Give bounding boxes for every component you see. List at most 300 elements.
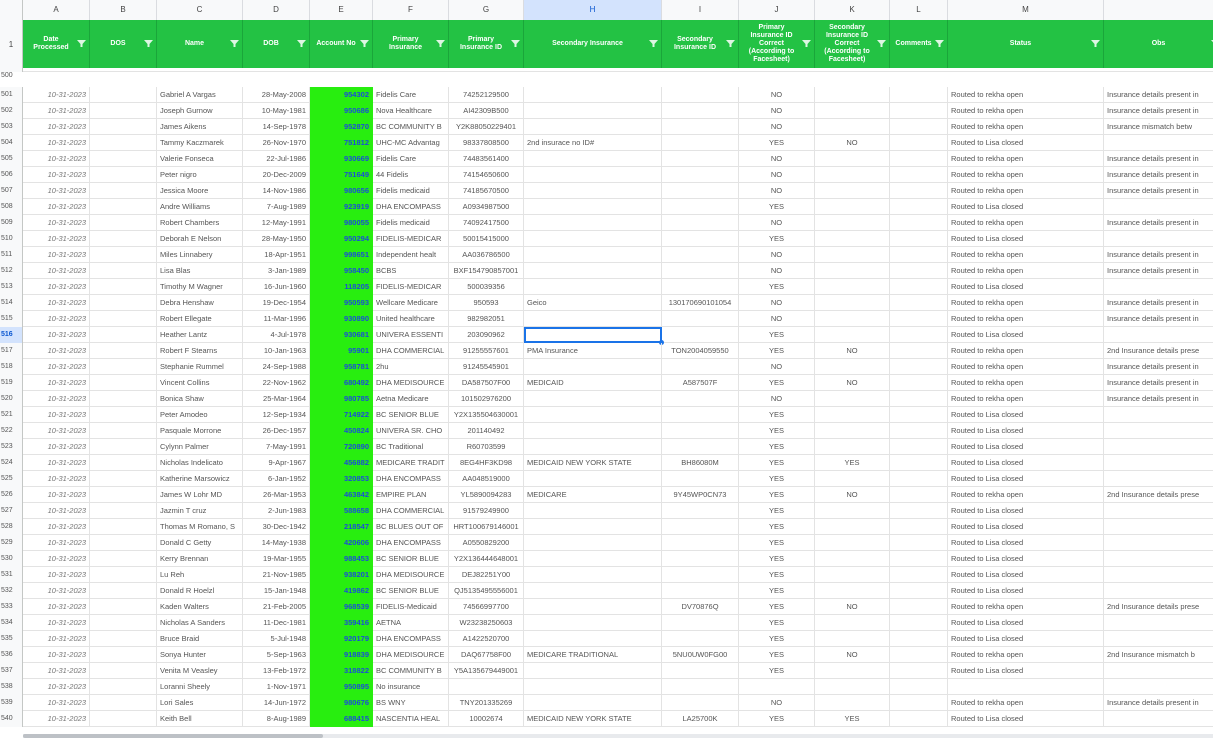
cell-comments[interactable] xyxy=(890,247,948,263)
cell-primary-insurance-id[interactable]: 91255557601 xyxy=(449,343,524,359)
cell-secondary-insurance-id[interactable]: TON2004059550 xyxy=(662,343,739,359)
cell-dos[interactable] xyxy=(90,503,157,519)
cell-observation[interactable] xyxy=(1104,503,1213,519)
cell-secondary-insurance[interactable] xyxy=(524,247,662,263)
cell-status[interactable]: Routed to rekha open xyxy=(948,183,1104,199)
cell-secondary-insurance-id[interactable]: 130170690101054 xyxy=(662,295,739,311)
cell-dob[interactable]: 12-Sep-1934 xyxy=(243,407,310,423)
cell-secondary-id-correct[interactable] xyxy=(815,535,890,551)
cell-primary-insurance[interactable]: No insurance xyxy=(373,679,449,695)
cell-dob[interactable]: 14-May-1938 xyxy=(243,535,310,551)
cell-observation[interactable] xyxy=(1104,679,1213,695)
column-letter-e[interactable]: E xyxy=(310,0,373,20)
cell-dob[interactable]: 24-Sep-1988 xyxy=(243,359,310,375)
cell-primary-insurance-id[interactable]: Y5A135679449001 xyxy=(449,663,524,679)
row-number[interactable]: 536 xyxy=(0,647,23,663)
cell-status[interactable]: Routed to rekha open xyxy=(948,391,1104,407)
cell-secondary-id-correct[interactable] xyxy=(815,519,890,535)
cell-observation[interactable]: Insurance mismatch betw xyxy=(1104,119,1213,135)
cell-account-no[interactable]: 463842 xyxy=(310,487,373,503)
cell-date-processed[interactable]: 10-31-2023 xyxy=(23,487,90,503)
cell-primary-insurance-id[interactable]: TNY201335269 xyxy=(449,695,524,711)
row-number[interactable]: 540 xyxy=(0,711,23,727)
cell-dob[interactable]: 5-Sep-1963 xyxy=(243,647,310,663)
cell-primary-insurance-id[interactable]: 50015415000 xyxy=(449,231,524,247)
cell-comments[interactable] xyxy=(890,231,948,247)
cell-secondary-insurance-id[interactable] xyxy=(662,679,739,695)
cell-date-processed[interactable]: 10-31-2023 xyxy=(23,167,90,183)
cell-account-no[interactable]: 950686 xyxy=(310,103,373,119)
filter-icon[interactable] xyxy=(802,40,811,47)
cell-primary-insurance-id[interactable]: DA587507F00 xyxy=(449,375,524,391)
filter-icon[interactable] xyxy=(726,40,735,47)
column-letter-d[interactable]: D xyxy=(243,0,310,20)
cell-primary-id-correct[interactable]: YES xyxy=(739,327,815,343)
cell-name[interactable]: Cylynn Palmer xyxy=(157,439,243,455)
cell-secondary-insurance[interactable] xyxy=(524,199,662,215)
cell-primary-insurance[interactable]: BC Traditional xyxy=(373,439,449,455)
cell-primary-insurance[interactable]: 44 Fidelis xyxy=(373,167,449,183)
cell-status[interactable]: Routed to rekha open xyxy=(948,87,1104,103)
cell-observation[interactable]: 2nd Insurance details prese xyxy=(1104,343,1213,359)
cell-secondary-insurance[interactable] xyxy=(524,423,662,439)
cell-primary-insurance-id[interactable]: YL5890094283 xyxy=(449,487,524,503)
cell-status[interactable]: Routed to Lisa closed xyxy=(948,503,1104,519)
cell-status[interactable]: Routed to Lisa closed xyxy=(948,231,1104,247)
cell-account-no[interactable]: 588658 xyxy=(310,503,373,519)
cell-secondary-id-correct[interactable] xyxy=(815,407,890,423)
column-letter-h[interactable]: H xyxy=(524,0,662,20)
cell-date-processed[interactable]: 10-31-2023 xyxy=(23,391,90,407)
cell-account-no[interactable]: 920179 xyxy=(310,631,373,647)
cell-primary-insurance[interactable]: UNIVERA SR. CHO xyxy=(373,423,449,439)
header-primary-id-correct[interactable] xyxy=(739,20,815,68)
column-letter-b[interactable]: B xyxy=(90,0,157,20)
cell-observation[interactable] xyxy=(1104,439,1213,455)
cell-secondary-id-correct[interactable] xyxy=(815,695,890,711)
cell-date-processed[interactable]: 10-31-2023 xyxy=(23,295,90,311)
cell-primary-insurance-id[interactable]: 101502976200 xyxy=(449,391,524,407)
cell-date-processed[interactable]: 10-31-2023 xyxy=(23,103,90,119)
cell-observation[interactable] xyxy=(1104,199,1213,215)
cell-name[interactable]: Debra Henshaw xyxy=(157,295,243,311)
cell-secondary-insurance-id[interactable] xyxy=(662,311,739,327)
cell-secondary-id-correct[interactable]: NO xyxy=(815,343,890,359)
cell-secondary-id-correct[interactable] xyxy=(815,631,890,647)
cell-dob[interactable]: 22-Nov-1962 xyxy=(243,375,310,391)
cell-primary-id-correct[interactable]: YES xyxy=(739,583,815,599)
cell-dos[interactable] xyxy=(90,263,157,279)
column-letter-l[interactable]: L xyxy=(890,0,948,20)
cell-dos[interactable] xyxy=(90,551,157,567)
cell-name[interactable]: Miles Linnabery xyxy=(157,247,243,263)
cell-observation[interactable] xyxy=(1104,551,1213,567)
cell-secondary-insurance-id[interactable]: A587507F xyxy=(662,375,739,391)
cell-secondary-insurance[interactable] xyxy=(524,663,662,679)
cell-secondary-id-correct[interactable] xyxy=(815,103,890,119)
cell-secondary-insurance-id[interactable] xyxy=(662,551,739,567)
cell-status[interactable]: Routed to rekha open xyxy=(948,167,1104,183)
cell-date-processed[interactable]: 10-31-2023 xyxy=(23,119,90,135)
cell-dob[interactable]: 20-Dec-2009 xyxy=(243,167,310,183)
cell-name[interactable]: Nicholas A Sanders xyxy=(157,615,243,631)
row-number[interactable]: 525 xyxy=(0,471,23,487)
cell-comments[interactable] xyxy=(890,167,948,183)
cell-primary-id-correct[interactable]: YES xyxy=(739,375,815,391)
cell-account-no[interactable]: 950294 xyxy=(310,231,373,247)
cell-account-no[interactable]: 688415 xyxy=(310,711,373,727)
cell-comments[interactable] xyxy=(890,695,948,711)
cell-secondary-id-correct[interactable]: YES xyxy=(815,711,890,727)
cell-date-processed[interactable]: 10-31-2023 xyxy=(23,199,90,215)
column-letter-c[interactable]: C xyxy=(157,0,243,20)
cell-primary-id-correct[interactable]: YES xyxy=(739,503,815,519)
cell-secondary-insurance[interactable] xyxy=(524,503,662,519)
cell-dos[interactable] xyxy=(90,183,157,199)
cell-dos[interactable] xyxy=(90,679,157,695)
cell-secondary-insurance[interactable] xyxy=(524,535,662,551)
cell-primary-insurance[interactable]: Fidelis medicaid xyxy=(373,215,449,231)
cell-secondary-insurance-id[interactable]: 9Y45WP0CN73 xyxy=(662,487,739,503)
cell-secondary-insurance-id[interactable] xyxy=(662,423,739,439)
cell-secondary-insurance[interactable]: Geico xyxy=(524,295,662,311)
header-date-processed[interactable] xyxy=(23,20,90,68)
cell-primary-insurance[interactable]: Fidelis medicaid xyxy=(373,183,449,199)
cell-primary-insurance-id[interactable]: AI42309B500 xyxy=(449,103,524,119)
header-dos[interactable] xyxy=(90,20,157,68)
cell-observation[interactable]: Insurance details present in xyxy=(1104,311,1213,327)
cell-secondary-insurance-id[interactable] xyxy=(662,151,739,167)
cell-dos[interactable] xyxy=(90,439,157,455)
cell-observation[interactable] xyxy=(1104,663,1213,679)
cell-primary-insurance-id[interactable]: 10002674 xyxy=(449,711,524,727)
cell-primary-insurance[interactable]: FIDELIS-MEDICAR xyxy=(373,279,449,295)
cell-secondary-insurance-id[interactable] xyxy=(662,327,739,343)
cell-secondary-insurance[interactable]: MEDICARE TRADITIONAL xyxy=(524,647,662,663)
cell-secondary-id-correct[interactable] xyxy=(815,679,890,695)
cell-name[interactable]: Heather Lantz xyxy=(157,327,243,343)
cell-secondary-insurance-id[interactable]: BH86080M xyxy=(662,455,739,471)
row-number[interactable]: 527 xyxy=(0,503,23,519)
cell-primary-insurance-id[interactable]: 500039356 xyxy=(449,279,524,295)
cell-account-no[interactable]: 980676 xyxy=(310,695,373,711)
cell-date-processed[interactable]: 10-31-2023 xyxy=(23,631,90,647)
column-letter-m[interactable]: M xyxy=(948,0,1104,20)
cell-primary-id-correct[interactable]: YES xyxy=(739,711,815,727)
row-number[interactable]: 501 xyxy=(0,87,23,103)
cell-dos[interactable] xyxy=(90,327,157,343)
cell-primary-insurance-id[interactable]: A0550829200 xyxy=(449,535,524,551)
cell-primary-id-correct[interactable]: NO xyxy=(739,263,815,279)
cell-date-processed[interactable]: 10-31-2023 xyxy=(23,711,90,727)
cell-secondary-insurance[interactable] xyxy=(524,183,662,199)
cell-secondary-insurance-id[interactable] xyxy=(662,615,739,631)
cell-dos[interactable] xyxy=(90,487,157,503)
cell-dob[interactable]: 16-Jun-1960 xyxy=(243,279,310,295)
cell-dos[interactable] xyxy=(90,647,157,663)
row-number[interactable]: 523 xyxy=(0,439,23,455)
cell-comments[interactable] xyxy=(890,359,948,375)
cell-dob[interactable]: 15-Jan-1948 xyxy=(243,583,310,599)
cell-primary-insurance-id[interactable]: BXF154790857001 xyxy=(449,263,524,279)
cell-observation[interactable]: Insurance details present in xyxy=(1104,215,1213,231)
cell-account-no[interactable]: 930890 xyxy=(310,311,373,327)
cell-name[interactable]: Stephanie Rummel xyxy=(157,359,243,375)
cell-primary-id-correct[interactable]: NO xyxy=(739,215,815,231)
cell-dos[interactable] xyxy=(90,231,157,247)
cell-secondary-insurance[interactable] xyxy=(524,471,662,487)
row-number[interactable]: 519 xyxy=(0,375,23,391)
cell-status[interactable]: Routed to Lisa closed xyxy=(948,279,1104,295)
cell-observation[interactable] xyxy=(1104,455,1213,471)
row-number[interactable]: 534 xyxy=(0,615,23,631)
cell-dos[interactable] xyxy=(90,663,157,679)
cell-account-no[interactable]: 918839 xyxy=(310,647,373,663)
cell-secondary-insurance[interactable] xyxy=(524,567,662,583)
cell-secondary-insurance-id[interactable] xyxy=(662,567,739,583)
cell-primary-id-correct[interactable]: YES xyxy=(739,535,815,551)
cell-secondary-id-correct[interactable] xyxy=(815,423,890,439)
cell-observation[interactable] xyxy=(1104,535,1213,551)
cell-dob[interactable]: 4-Jul-1978 xyxy=(243,327,310,343)
cell-account-no[interactable]: 980055 xyxy=(310,215,373,231)
cell-dob[interactable]: 21-Feb-2005 xyxy=(243,599,310,615)
cell-status[interactable]: Routed to rekha open xyxy=(948,375,1104,391)
cell-observation[interactable] xyxy=(1104,519,1213,535)
cell-primary-id-correct[interactable]: YES xyxy=(739,519,815,535)
cell-dos[interactable] xyxy=(90,103,157,119)
cell-secondary-id-correct[interactable]: NO xyxy=(815,599,890,615)
cell-comments[interactable] xyxy=(890,423,948,439)
cell-comments[interactable] xyxy=(890,295,948,311)
cell-primary-insurance-id[interactable]: 91579249900 xyxy=(449,503,524,519)
cell-comments[interactable] xyxy=(890,551,948,567)
cell-date-processed[interactable]: 10-31-2023 xyxy=(23,599,90,615)
cell-primary-insurance[interactable]: DHA ENCOMPASS xyxy=(373,471,449,487)
scrollbar-thumb[interactable] xyxy=(23,734,323,738)
row-number[interactable]: 529 xyxy=(0,535,23,551)
cell-observation[interactable] xyxy=(1104,327,1213,343)
cell-status[interactable]: Routed to Lisa closed xyxy=(948,407,1104,423)
cell-secondary-id-correct[interactable] xyxy=(815,263,890,279)
cell-primary-id-correct[interactable]: NO xyxy=(739,359,815,375)
row-number[interactable]: 514 xyxy=(0,295,23,311)
cell-account-no[interactable]: 456882 xyxy=(310,455,373,471)
cell-name[interactable]: Robert F Stearns xyxy=(157,343,243,359)
cell-dob[interactable]: 7-Aug-1989 xyxy=(243,199,310,215)
cell-primary-insurance-id[interactable]: AA048519000 xyxy=(449,471,524,487)
cell-account-no[interactable]: 968539 xyxy=(310,599,373,615)
cell-secondary-id-correct[interactable] xyxy=(815,359,890,375)
cell-primary-insurance-id[interactable]: W23238250603 xyxy=(449,615,524,631)
cell-secondary-id-correct[interactable] xyxy=(815,327,890,343)
row-number[interactable]: 526 xyxy=(0,487,23,503)
cell-primary-id-correct[interactable]: YES xyxy=(739,455,815,471)
cell-date-processed[interactable]: 10-31-2023 xyxy=(23,215,90,231)
cell-account-no[interactable]: 938201 xyxy=(310,567,373,583)
cell-primary-id-correct[interactable]: YES xyxy=(739,423,815,439)
cell-name[interactable]: Joseph Gurnow xyxy=(157,103,243,119)
cell-primary-insurance[interactable]: AETNA xyxy=(373,615,449,631)
row-number[interactable]: 517 xyxy=(0,343,23,359)
cell-secondary-insurance-id[interactable]: LA25700K xyxy=(662,711,739,727)
cell-name[interactable]: Loranni Sheely xyxy=(157,679,243,695)
cell-account-no[interactable]: 954302 xyxy=(310,87,373,103)
cell-date-processed[interactable]: 10-31-2023 xyxy=(23,663,90,679)
cell-dob[interactable]: 10-May-1981 xyxy=(243,103,310,119)
selected-cell[interactable] xyxy=(524,327,662,343)
cell-secondary-insurance[interactable]: PMA Insurance xyxy=(524,343,662,359)
row-number[interactable]: 515 xyxy=(0,311,23,327)
cell-name[interactable]: James Aikens xyxy=(157,119,243,135)
cell-dos[interactable] xyxy=(90,375,157,391)
cell-name[interactable]: Robert Chambers xyxy=(157,215,243,231)
cell-primary-insurance[interactable]: FIDELIS-MEDICAR xyxy=(373,231,449,247)
cell-comments[interactable] xyxy=(890,343,948,359)
row-number[interactable]: 538 xyxy=(0,679,23,695)
cell-status[interactable]: Routed to Lisa closed xyxy=(948,615,1104,631)
cell-secondary-insurance[interactable]: MEDICAID NEW YORK STATE xyxy=(524,455,662,471)
row-number[interactable]: 1 xyxy=(0,20,23,68)
cell-secondary-id-correct[interactable] xyxy=(815,183,890,199)
row-number[interactable]: 509 xyxy=(0,215,23,231)
cell-secondary-id-correct[interactable]: NO xyxy=(815,487,890,503)
row-number[interactable]: 511 xyxy=(0,247,23,263)
cell-status[interactable]: Routed to Lisa closed xyxy=(948,135,1104,151)
column-letter-f[interactable]: F xyxy=(373,0,449,20)
filter-icon[interactable] xyxy=(649,40,658,47)
cell-secondary-insurance[interactable] xyxy=(524,519,662,535)
cell-primary-id-correct[interactable]: YES xyxy=(739,199,815,215)
cell-observation[interactable] xyxy=(1104,407,1213,423)
cell-date-processed[interactable]: 10-31-2023 xyxy=(23,695,90,711)
cell-dob[interactable]: 21-Nov-1985 xyxy=(243,567,310,583)
cell-account-no[interactable]: 320853 xyxy=(310,471,373,487)
cell-primary-id-correct[interactable]: YES xyxy=(739,439,815,455)
cell-name[interactable]: Kaden Walters xyxy=(157,599,243,615)
cell-primary-insurance-id[interactable] xyxy=(449,679,524,695)
cell-secondary-insurance-id[interactable] xyxy=(662,119,739,135)
filter-icon[interactable] xyxy=(77,40,86,47)
cell-secondary-insurance-id[interactable] xyxy=(662,663,739,679)
row-number[interactable]: 537 xyxy=(0,663,23,679)
cell-account-no[interactable]: 950895 xyxy=(310,679,373,695)
cell-primary-insurance[interactable]: BS WNY xyxy=(373,695,449,711)
cell-secondary-insurance[interactable] xyxy=(524,359,662,375)
cell-primary-insurance-id[interactable]: 91245545901 xyxy=(449,359,524,375)
cell-primary-insurance[interactable]: DHA ENCOMPASS xyxy=(373,199,449,215)
cell-status[interactable] xyxy=(948,679,1104,695)
cell-primary-insurance-id[interactable]: 74154650600 xyxy=(449,167,524,183)
cell-dos[interactable] xyxy=(90,631,157,647)
row-number[interactable]: 502 xyxy=(0,103,23,119)
cell-primary-id-correct[interactable]: NO xyxy=(739,103,815,119)
cell-secondary-insurance-id[interactable] xyxy=(662,583,739,599)
cell-primary-insurance-id[interactable]: AA036786500 xyxy=(449,247,524,263)
cell-dob[interactable]: 26-Mar-1953 xyxy=(243,487,310,503)
cell-secondary-insurance-id[interactable] xyxy=(662,503,739,519)
cell-secondary-insurance[interactable] xyxy=(524,167,662,183)
cell-secondary-insurance-id[interactable]: DV70876Q xyxy=(662,599,739,615)
column-letter-n[interactable] xyxy=(1104,0,1213,20)
row-number[interactable]: 510 xyxy=(0,231,23,247)
cell-primary-insurance-id[interactable]: A0934987500 xyxy=(449,199,524,215)
row-number[interactable]: 524 xyxy=(0,455,23,471)
cell-secondary-insurance-id[interactable] xyxy=(662,359,739,375)
filter-icon[interactable] xyxy=(1091,40,1100,47)
cell-dob[interactable]: 26-Dec-1957 xyxy=(243,423,310,439)
cell-dos[interactable] xyxy=(90,599,157,615)
cell-dos[interactable] xyxy=(90,391,157,407)
cell-date-processed[interactable]: 10-31-2023 xyxy=(23,359,90,375)
cell-comments[interactable] xyxy=(890,455,948,471)
cell-primary-id-correct[interactable]: YES xyxy=(739,615,815,631)
cell-secondary-id-correct[interactable] xyxy=(815,87,890,103)
cell-account-no[interactable]: 930669 xyxy=(310,151,373,167)
cell-secondary-id-correct[interactable] xyxy=(815,615,890,631)
cell-primary-insurance-id[interactable]: 8EG4HF3KD98 xyxy=(449,455,524,471)
cell-primary-id-correct[interactable]: NO xyxy=(739,167,815,183)
cell-account-no[interactable]: 958450 xyxy=(310,263,373,279)
cell-primary-insurance-id[interactable]: Y2X135504630001 xyxy=(449,407,524,423)
cell-dos[interactable] xyxy=(90,695,157,711)
cell-primary-insurance-id[interactable]: 201140492 xyxy=(449,423,524,439)
cell-primary-insurance[interactable]: Aetna Medicare xyxy=(373,391,449,407)
cell-primary-insurance[interactable]: UNIVERA ESSENTI xyxy=(373,327,449,343)
cell-primary-insurance[interactable]: DHA ENCOMPASS xyxy=(373,535,449,551)
filter-icon[interactable] xyxy=(297,40,306,47)
cell-date-processed[interactable]: 10-31-2023 xyxy=(23,343,90,359)
cell-account-no[interactable]: 420606 xyxy=(310,535,373,551)
row-number[interactable]: 520 xyxy=(0,391,23,407)
cell-dob[interactable]: 26-Nov-1970 xyxy=(243,135,310,151)
cell-name[interactable]: Donald C Getty xyxy=(157,535,243,551)
cell-observation[interactable] xyxy=(1104,135,1213,151)
cell-secondary-id-correct[interactable] xyxy=(815,199,890,215)
cell-comments[interactable] xyxy=(890,567,948,583)
cell-primary-id-correct[interactable]: YES xyxy=(739,135,815,151)
cell-secondary-insurance[interactable] xyxy=(524,215,662,231)
cell-dob[interactable]: 5-Jul-1948 xyxy=(243,631,310,647)
cell-primary-id-correct[interactable]: NO xyxy=(739,695,815,711)
filter-icon[interactable] xyxy=(511,40,520,47)
cell-name[interactable]: Robert Ellegate xyxy=(157,311,243,327)
cell-name[interactable]: Jazmin T cruz xyxy=(157,503,243,519)
cell-account-no[interactable]: 980656 xyxy=(310,183,373,199)
cell-comments[interactable] xyxy=(890,535,948,551)
column-letter-j[interactable]: J xyxy=(739,0,815,20)
cell-comments[interactable] xyxy=(890,311,948,327)
row-number[interactable]: 500 xyxy=(0,68,23,72)
cell-secondary-id-correct[interactable] xyxy=(815,551,890,567)
cell-comments[interactable] xyxy=(890,375,948,391)
cell-dob[interactable]: 19-Dec-1954 xyxy=(243,295,310,311)
cell-dob[interactable]: 28-May-2008 xyxy=(243,87,310,103)
row-number[interactable]: 513 xyxy=(0,279,23,295)
cell-primary-insurance[interactable]: DHA COMMERCIAL xyxy=(373,343,449,359)
cell-status[interactable]: Routed to Lisa closed xyxy=(948,535,1104,551)
cell-status[interactable]: Routed to Lisa closed xyxy=(948,631,1104,647)
cell-secondary-insurance-id[interactable] xyxy=(662,519,739,535)
cell-name[interactable]: Jessica Moore xyxy=(157,183,243,199)
cell-primary-insurance[interactable]: BC COMMUNITY B xyxy=(373,663,449,679)
cell-name[interactable]: Keith Bell xyxy=(157,711,243,727)
cell-secondary-id-correct[interactable] xyxy=(815,583,890,599)
cell-secondary-insurance[interactable]: MEDICAID NEW YORK STATE xyxy=(524,711,662,727)
cell-dob[interactable]: 7-May-1991 xyxy=(243,439,310,455)
cell-primary-insurance[interactable]: BC BLUES OUT OF xyxy=(373,519,449,535)
cell-name[interactable]: Gabriel A Vargas xyxy=(157,87,243,103)
